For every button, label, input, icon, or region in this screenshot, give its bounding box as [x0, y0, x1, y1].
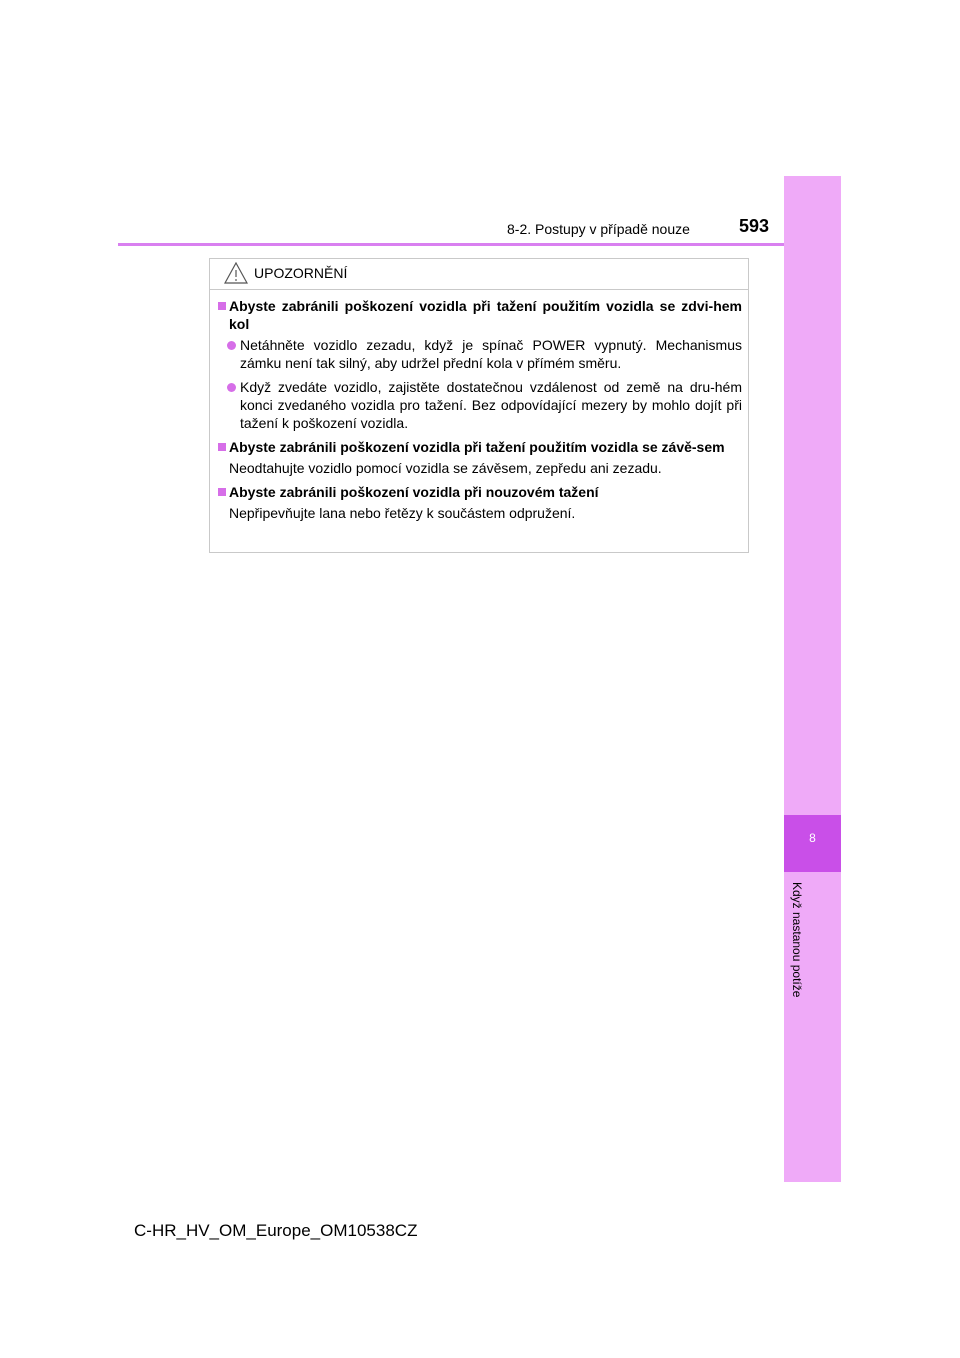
page-number: 593: [739, 216, 770, 236]
square-bullet-icon: [218, 443, 226, 451]
warning-bullet: [218, 336, 742, 372]
warning-label: UPOZORNĚNÍ: [254, 265, 348, 281]
chapter-title: Když nastanou potíže: [790, 882, 804, 998]
warning-bullet: [218, 378, 742, 432]
warning-heading: [218, 297, 742, 333]
header-rule: [118, 243, 841, 246]
chapter-number: 8: [809, 831, 816, 845]
warning-triangle-icon: [224, 262, 248, 284]
warning-heading: [218, 438, 742, 456]
warning-content: [218, 297, 742, 528]
bullet-text: Když zvedáte vozidlo, zajistěte dostatečnou vzdálenost od země na dru-hém konci zvedaného vozidla pro tažení. Bez odpovídající mezery by mohlo dojít při tažení k poškození vozidla.: [240, 379, 742, 431]
warning-heading: [218, 483, 742, 501]
square-bullet-icon: [218, 488, 226, 496]
heading-text: Abyste zabránili poškození vozidla při tažení použitím vozidla se zdvi-hem kol: [229, 298, 742, 332]
round-bullet-icon: [227, 383, 236, 392]
warning-text: Nepřipevňujte lana nebo řetězy k součástem odpružení.: [229, 505, 576, 521]
warning-text: Neodtahujte vozidlo pomocí vozidla se závěsem, zepředu ani zezadu.: [229, 460, 662, 476]
heading-text: Abyste zabránili poškození vozidla při nouzovém tažení: [229, 484, 599, 500]
heading-text: Abyste zabránili poškození vozidla při tažení použitím vozidla se závě-sem: [229, 439, 725, 455]
footer-code: C-HR_HV_OM_Europe_OM10538CZ: [134, 1221, 418, 1240]
square-bullet-icon: [218, 302, 226, 310]
round-bullet-icon: [227, 341, 236, 350]
section-title: 8-2. Postupy v případě nouze: [507, 221, 690, 237]
bullet-text: Netáhněte vozidlo zezadu, když je spínač POWER vypnutý. Mechanismus zámku není tak silný, aby udržel přední kola v přímém směru.: [240, 337, 742, 371]
warning-box: [209, 258, 749, 553]
warning-header: [210, 259, 748, 290]
